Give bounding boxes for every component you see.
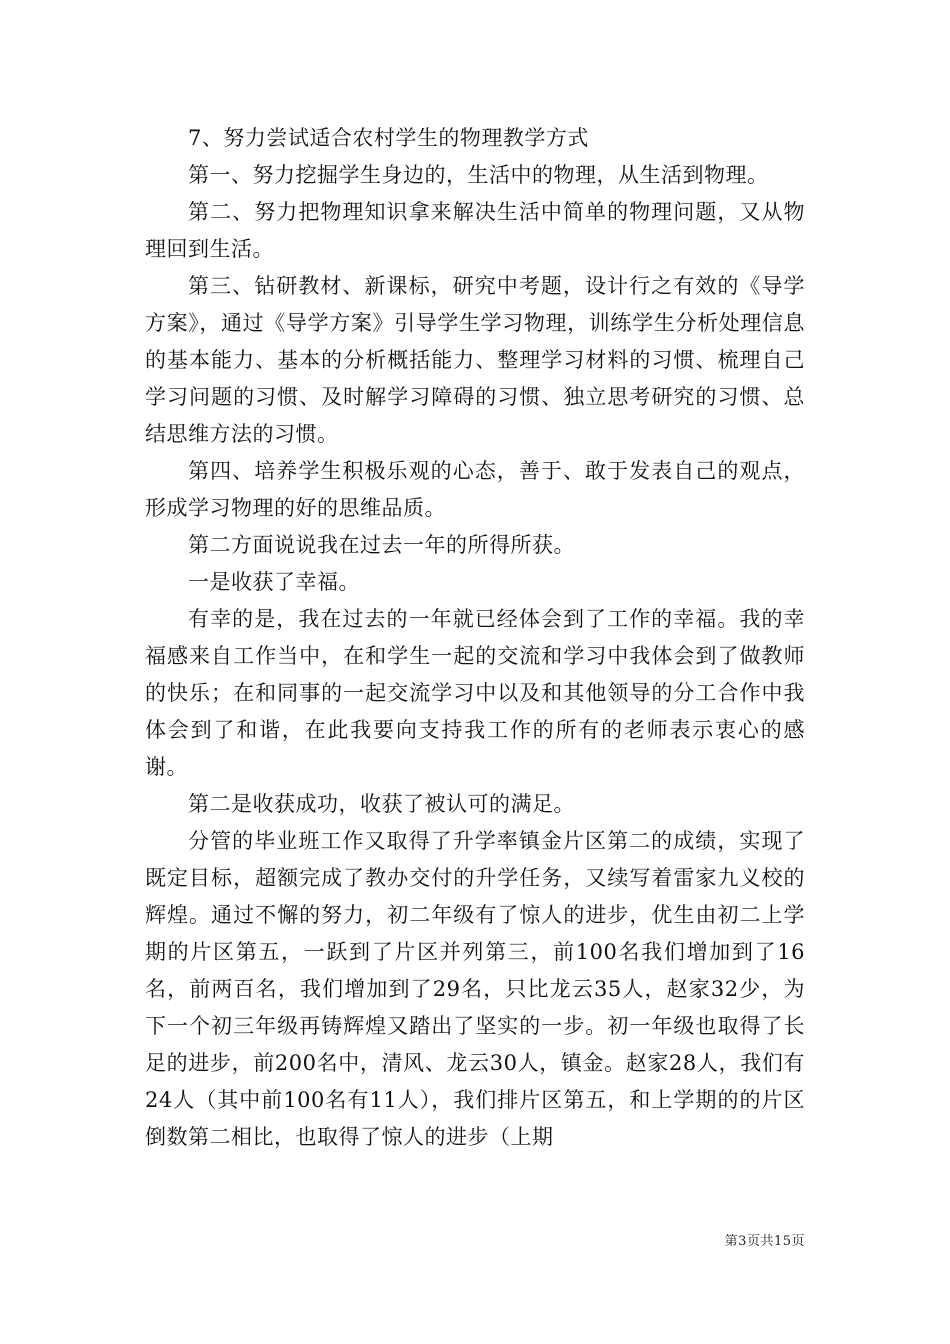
- paragraph-success: 分管的毕业班工作又取得了升学率镇金片区第二的成绩，实现了既定目标，超额完成了教办交付的升学任务，又续写着雷家九义校的辉煌。通过不懈的努力，初二年级有了惊人的进步，优生由初二上学期的片区第五，一跃到了片区并列第三，前100名我们增加到了16名，前两百名，我们增加到了29名，只比龙云35人，赵家32少，为下一个初三年级再铸辉煌又踏出了坚实的一步。初一年级也取得了长足的进步，前200名中，清风、龙云30人，镇金。赵家28人，我们有24人（其中前100名有11人），我们排片区第五，和上学期的的片区倒数第二相比，也取得了惊人的进步（上期: [145, 829, 805, 1149]
- paragraph-happiness: 有幸的是，我在过去的一年就已经体会到了工作的幸福。我的幸福感来自工作当中，在和学生一起的交流和学习中我体会到了做教师的快乐；在和同事的一起交流学习中以及和其他领导的分工合作中我体会到了和谐，在此我要向支持我工作的所有的老师表示衷心的感谢。: [145, 607, 805, 779]
- document-body: [145, 120, 805, 1156]
- paragraph-section-two: 第二方面说说我在过去一年的所得所获。: [188, 533, 576, 557]
- paragraph-heading-7: 7、努力尝试适合农村学生的物理教学方式: [188, 126, 589, 150]
- paragraph-happiness-heading: 一是收获了幸福。: [188, 570, 361, 594]
- paragraph-second: 第二、努力把物理知识拿来解决生活中简单的物理问题，又从物理回到生活。: [145, 200, 805, 261]
- paragraph-third: 第三、钻研教材、新课标，研究中考题，设计行之有效的《导学方案》，通过《导学方案》引导学生学习物理，训练学生分析处理信息的基本能力、基本的分析概括能力、整理学习材料的习惯、梳理自己学习问题的习惯、及时解学习障碍的习惯、独立思考研究的习惯、总结思维方法的习惯。: [145, 274, 805, 446]
- page-number: 第3页共15页: [724, 1234, 805, 1249]
- paragraph-success-heading: 第二是收获成功，收获了被认可的满足。: [188, 792, 576, 816]
- paragraph-first: 第一、努力挖掘学生身边的，生活中的物理，从生活到物理。: [188, 163, 769, 187]
- paragraph-fourth: 第四、培养学生积极乐观的心态，善于、敢于发表自己的观点，形成学习物理的好的思维品质。: [145, 459, 805, 520]
